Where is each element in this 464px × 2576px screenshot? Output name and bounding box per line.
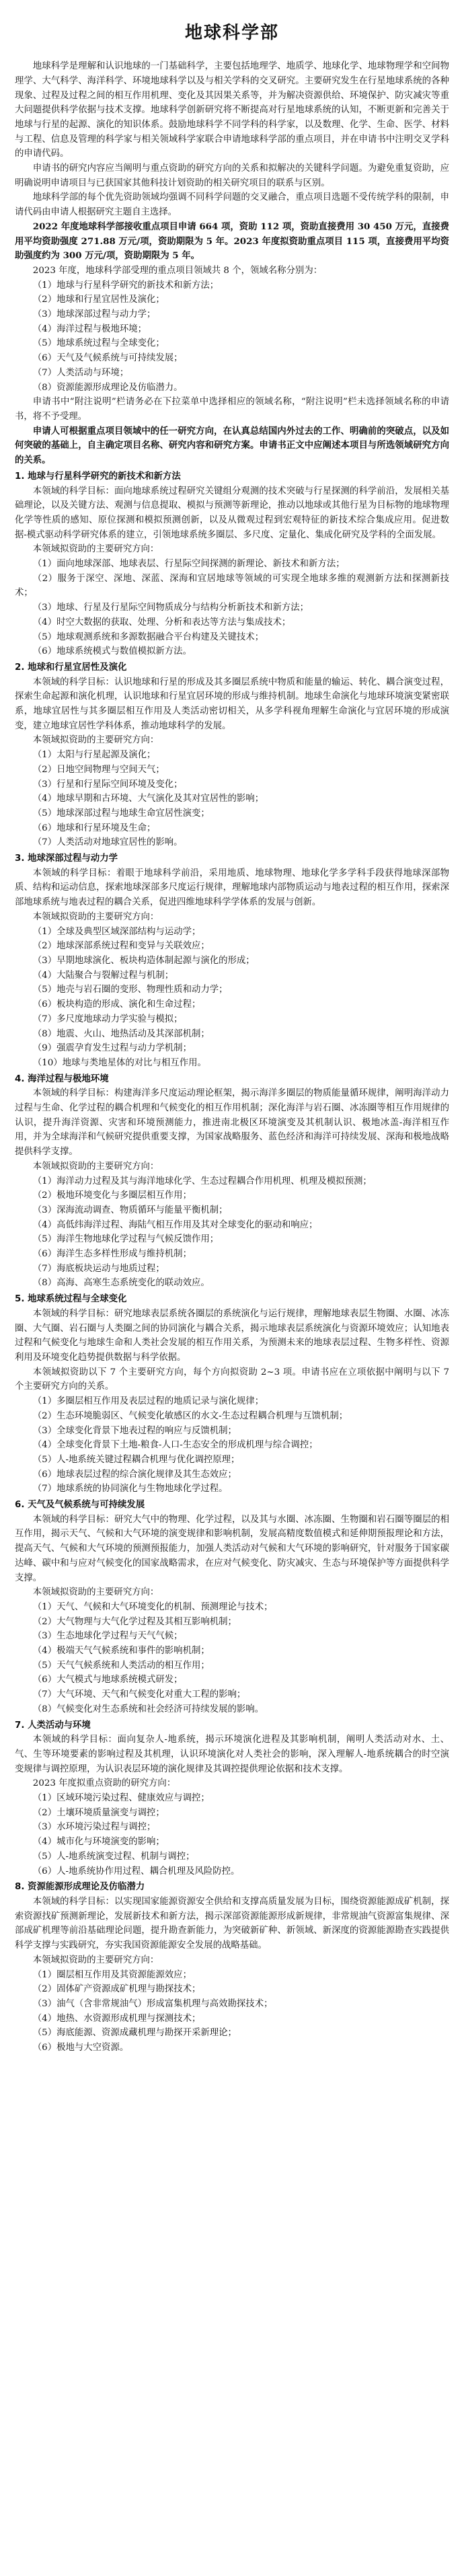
list-item: （2）固体矿产资源成矿机理与勘探技术； bbox=[32, 1984, 201, 1995]
list-item: （6）极地与大空资源。 bbox=[32, 2043, 129, 2053]
list-item: （3）全球变化背景下地表过程的响应与反馈机制； bbox=[32, 1425, 237, 1436]
body-paragraph: 本领域的科学目标：构建海洋多尺度运动理论框架，揭示海洋多圈层的物质能量循环规律，阐明海洋动力过程与生命、化学过程的耦合机理和气候变化的相互作用机制；深化海洋与岩石圈、冰冻圈等相互作用规律的认识，提升海洋资源、灾害和环境预测能力，推进南北极区环境演变及其机制认识、极地冰盖-海洋相互作用，并为全球海洋和气候研究提供重要支撑，为国家战略服务、蓝色经济和海洋可持续发展、深海和极地战略提供科学支撑。 bbox=[15, 1088, 449, 1158]
list-item: （2）极地环境变化与多圈层相互作用； bbox=[32, 1190, 192, 1201]
list-item: （6）天气及气候系统与可持续发展； bbox=[32, 353, 183, 364]
list-item: （1）圈层相互作用及其资源能源效应； bbox=[32, 1969, 192, 1980]
body-paragraph: 地球科学部的每个优先资助领域均强调不同科学问题的交叉融合，重点项目选题不受传统学科的限制，申请代码由申请人根据研究主题自主选择。 bbox=[15, 192, 449, 218]
list-item: （5）人-地系统关键过程耦合机理与优化调控原理； bbox=[32, 1454, 240, 1465]
body-paragraph: 本领域拟资助的主要研究方向： bbox=[32, 544, 159, 555]
list-item: （5）地球深部过程与地球生命宜居性演变； bbox=[32, 808, 210, 819]
list-item: （1）海洋动力过程及其与海洋地球化学、生态过程耦合作用机理、机理及模拟预测； bbox=[32, 1176, 372, 1186]
list-item: （5）海底能源、资源成藏机理与勘探开采新理论； bbox=[32, 2028, 237, 2039]
body-paragraph: 2023 年度，地球科学部受理的重点项目领域共 8 个，领域名称分别为： bbox=[32, 265, 323, 276]
list-item: （5）地球观测系统和多源数据融合平台构建及关键技术； bbox=[32, 632, 264, 642]
list-item: （7）人类活动与环境； bbox=[32, 367, 129, 378]
list-item: （3）油气（含非常规油气）形成富集机理与高效勘探技术； bbox=[32, 1998, 273, 2009]
section-heading: 1. 地球与行星科学研究的新技术和新方法 bbox=[15, 471, 181, 482]
list-item: （7）海底板块运动与地质过程； bbox=[32, 1263, 165, 1274]
list-item: （1）面向地球深部、地球表层、行星际空间探测的新理论、新技术和新方法； bbox=[32, 559, 345, 570]
body-paragraph: 本领域拟资助的主要研究方向： bbox=[32, 1161, 159, 1172]
list-item: （1）太阳与行星起源及演化； bbox=[32, 750, 156, 761]
list-item: （4）高低纬海洋过程、海陆气相互作用及其对全球变化的驱动和响应； bbox=[32, 1219, 318, 1230]
list-item: （8）地震、火山、地热活动及其深部机制； bbox=[32, 1028, 210, 1039]
list-item: （1）地球与行星科学研究的新技术和新方法； bbox=[32, 280, 219, 291]
list-item: （3）生态地球化学过程与天气气候； bbox=[32, 1631, 183, 1642]
list-item: （2）地球深部系统过程和变异与关联效应； bbox=[32, 941, 210, 952]
list-item: （3）早期地球演化、板块构造体制起源与演化的形成； bbox=[32, 956, 255, 966]
list-item: （5）地球系统过程与全球变化； bbox=[32, 338, 165, 349]
body-paragraph: 2023 年度拟重点资助的研究方向： bbox=[32, 1778, 176, 1789]
list-item: （4）地热、水资源形成机理与探测技术； bbox=[32, 2013, 201, 2024]
body-paragraph: 本领域的科学目标：面向地球系统过程研究关键组分观测的技术突破与行星探测的科学前沿，发展相关基础理论，以及关键方法、观测与信息提取、模拟与预测等新理论，推动以地球或其他行星为目标物的地球物理化学等性质的感知、原位探测和模拟预测创新，以及从微观过程到宏观特征的新技术综合集成应用。促进数据-模式驱动科学研究体系的建立，引领地球系统多圈层、多尺度、定量化、集成化研究及学科的全面发展。 bbox=[15, 486, 449, 540]
body-paragraph: 申请书的研究内容应当阐明与重点资助的研究方向的关系和拟解决的关键科学问题。为避免重复资助，应明确说明申请项目与已获国家其他科技计划资助的相关研究项目的联系与区别。 bbox=[15, 163, 449, 188]
body-paragraph: 本领域拟资助的主要研究方向： bbox=[32, 1955, 159, 1965]
bold-paragraph: 2022 年度地球科学部接收重点项目申请 664 项，资助 112 项，资助直接费用 30 450 万元，直接费用平均资助强度 271.88 万元/项，资助期限为 5 年。2023 年度拟资助重点项目 115 项，直接费用平均资助强度约为 300 万元/项，资助期限为 5 年。 bbox=[15, 221, 449, 262]
body-paragraph: 本领域拟资助的主要研究方向： bbox=[32, 1587, 159, 1598]
list-item: （2）大气物理与大气化学过程及其相互影响机制； bbox=[32, 1616, 237, 1627]
body-paragraph: 本领域的科学目标：着眼于地球科学前沿，采用地质、地球物理、地球化学多学科手段获得地球深部物质、结构和运动信息，探索地球深部多尺度运行规律，理解地球内部物质运动与地表过程的相互作用，探索深部地球系统与地表过程的耦合关系，促进四维地球科学学体系的发展与创新。 bbox=[15, 868, 449, 908]
list-item: （6）地球表层过程的综合演化规律及其生态效应； bbox=[32, 1469, 237, 1480]
body-paragraph: 本领域拟资助以下 7 个主要研究方向，每个方向拟资助 2~3 项。申请书应在立项依据中阐明与以下 7 个主要研究方向的关系。 bbox=[15, 1367, 449, 1392]
document-body bbox=[15, 59, 449, 2055]
list-item: （6）地球系统模式与数值模拟新方法。 bbox=[32, 646, 192, 657]
list-item: （7）多尺度地球动力学实验与模拟； bbox=[32, 1014, 183, 1024]
section-heading: 2. 地球和行星宜居性及演化 bbox=[15, 662, 127, 673]
list-item: （6）大气模式与地球系统模式研发； bbox=[32, 1675, 183, 1685]
list-item: （10）地球与类地星体的对比与相互作用。 bbox=[32, 1057, 206, 1068]
list-item: （4）全球变化背景下土地-粮食-人口-生态安全的形成机理与综合调控； bbox=[32, 1440, 318, 1451]
list-item: （3）地球、行星及行星际空间物质成分与结构分析新技术和新方法； bbox=[32, 603, 309, 613]
section-heading: 4. 海洋过程与极地环境 bbox=[15, 1073, 109, 1084]
list-item: （4）极端天气气候系统和事件的影响机制； bbox=[32, 1646, 210, 1657]
list-item: （8）高海、高寒生态系统变化的联动效应。 bbox=[32, 1278, 210, 1289]
body-paragraph: 本领域的科学目标：认识地球和行星的形成及其多圈层系统中物质和能量的输运、转化、耦合演变过程，探索生命起源和演化机理，认识地球和行星宜居环境的形成与维持机制。地球生命演化与地球环境演变紧密联系，地球宜居性与其多圈层相互作用及人类活动密切相关，从多学科视角理解生命演化与宜居环境的形成演变，建立地球宜居性学科体系，推动地球科学的发展。 bbox=[15, 677, 449, 731]
list-item: （7）地球系统的协同演化与生物地球化学过程。 bbox=[32, 1484, 228, 1494]
list-item: （9）强震孕育发生过程与动力学机制； bbox=[32, 1043, 192, 1054]
list-item: （5）人-地系统演变过程、机制与调控； bbox=[32, 1851, 195, 1862]
list-item: （4）大陆聚合与裂解过程与机制； bbox=[32, 970, 174, 981]
list-item: （8）气候变化对生态系统和社会经济可持续发展的影响。 bbox=[32, 1704, 264, 1714]
list-item: （1）多圈层相互作用及表层过程的地质记录与演化规律； bbox=[32, 1396, 264, 1407]
list-item: （4）时空大数据的获取、处理、分析和表达等方法与集成技术； bbox=[32, 617, 291, 628]
list-item: （4）城市化与环境演变的影响； bbox=[32, 1837, 165, 1848]
body-paragraph: 本领域拟资助的主要研究方向： bbox=[32, 735, 159, 746]
body-paragraph: 地球科学是理解和认识地球的一门基础科学，主要包括地理学、地质学、地球化学、地球物理学和空间物理学、大气科学、海洋科学、环境地球科学以及与相关学科的交叉研究。主要研究发生在行星地球系统的各种现象、过程及过程之间的相互作用机理、变化及其因果关系等，并为解决资源供给、环境保护、防灾减灾等重大问题提供科学依据与技术支撑。地球科学创新研究将不断提高对行星地球系统的认知，不断更新和完善关于地球与行星的起源、演化的知识体系。鼓励地球科学不同学科的科学家，以及数理、化学、生命、医学、材料与工程、信息及管理的科学家与相关领域科学家联合申请地球科学部的重点项目，并在申请书中注明交叉学科的申请代码。 bbox=[15, 61, 449, 159]
list-item: （6）人-地系统协作用过程、耦合机理及风险防控。 bbox=[32, 1866, 240, 1877]
body-paragraph: 本领域的科学目标：以实现国家能源资源安全供给和支撑高质量发展为目标，围绕资源能源成矿机制，探索资源找矿预测新理论，发展新技术和新方法，揭示深部资源能源形成新规律，非常规油气资源富集规律、深部成矿机理等前沿基础理论问题，提升勘查新能力，为突破新矿种、新领域、新深度的资源能源勘查实践提供科学支撑与实践研究，夯实我国资源能源安全发展的战略基础。 bbox=[15, 1897, 449, 1951]
list-item: （3）水环境污染过程与调控； bbox=[32, 1822, 156, 1833]
body-paragraph: 本领域拟资助的主要研究方向： bbox=[32, 911, 159, 922]
section-heading: 7. 人类活动与环境 bbox=[15, 1720, 91, 1731]
list-item: （2）土壤环境质量演变与调控； bbox=[32, 1807, 165, 1818]
list-item: （3）地球深部过程与动力学； bbox=[32, 309, 156, 320]
list-item: （4）地球早期和古环境、大气演化及其对宜居性的影响； bbox=[32, 794, 264, 804]
body-paragraph: 本领域的科学目标：面向复杂人-地系统，揭示环境演化进程及其影响机制，阐明人类活动对水、土、气、生等环境要素的影响过程及其机理，认识环境演化对人类社会的影响，深入理解人-地系统耦合的时空演变规律与调控原理，为认识表层环境的演化规律及其调控提供理论依据和技术支撑。 bbox=[15, 1735, 449, 1774]
list-item: （2）生态环境脆弱区、气候变化敏感区的水文-生态过程耦合机理与互馈机制； bbox=[32, 1410, 348, 1421]
list-item: （5）天气气候系统和人类活动的相互作用； bbox=[32, 1660, 210, 1671]
list-item: （3）深海流动调查、物质循环与能量平衡机制； bbox=[32, 1205, 228, 1215]
list-item: （5）地壳与岩石圈的变形、物理性质和动力学； bbox=[32, 985, 228, 995]
body-paragraph: 本领域的科学目标：研究地球表层系统各圈层的系统演化与运行规律，理解地球表层生物圈、水圈、冰冻圈、大气圈、岩石圈与人类圈之间的协同演化与耦合关系，揭示地球表层系统演化与资源环境效应；认知地表过程和气候变化与地球生命和人类社会发展的相互作用关系，为预测未来的地球表层过程、生物多样性、资源利用及环境变化趋势提供数据与科学依据。 bbox=[15, 1308, 449, 1363]
list-item: （4）海洋过程与极地环境； bbox=[32, 324, 147, 334]
list-item: （2）地球和行星宜居性及演化； bbox=[32, 295, 165, 305]
list-item: （1）全球及典型区域深部结构与运动学； bbox=[32, 926, 201, 937]
list-item: （2）服务于深空、深地、深蓝、深海和宜居地球等领域的可实现全地球多维的观测新方法和探测新技术； bbox=[15, 573, 449, 599]
list-item: （2）日地空间物理与空间天气； bbox=[32, 764, 165, 775]
list-item: （1）天气、气候和大气环境变化的机制、预测理论与技术； bbox=[32, 1601, 273, 1612]
list-item: （1）区域环境污染过程、健康效应与调控； bbox=[32, 1793, 210, 1804]
section-heading: 3. 地球深部过程与动力学 bbox=[15, 854, 118, 864]
page-title: 地球科学部 bbox=[184, 23, 279, 43]
list-item: （8）资源能源形成理论及仿临潜力。 bbox=[32, 382, 183, 393]
section-heading: 8. 资源能源形成理论及仿临潜力 bbox=[15, 1882, 145, 1893]
list-item: （7）人类活动对地球宜居性的影响。 bbox=[32, 837, 183, 848]
list-item: （5）海洋生物地球化学过程与气候反馈作用； bbox=[32, 1234, 219, 1245]
body-paragraph: 本领域的科学目标：研究大气中的物理、化学过程，以及其与水圈、冰冻圈、生物圈和岩石圈等圈层的相互作用，揭示天气、气候和大气环境的演变规律和影响机制，发展高精度数值模式和延伸期预报理论和方法，提高天气、气候和大气环境的预测预报能力，加强人类活动对气候和大气环境的影响研究，针对服务于国家碳达峰、碳中和与应对气候变化的国家战略需求，在应对气候变化、防灾减灾、生态与环境保护等方面提供科学支撑。 bbox=[15, 1514, 449, 1583]
bold-paragraph: 申请人可根据重点项目领域中的任一研究方向，在认真总结国内外过去的工作、明确前的突破点，以及如何突破的基础上，自主确定项目名称、研究内容和研究方案。申请书正文中应阐述本项目与所选领域研究方向的关系。 bbox=[15, 425, 449, 466]
list-item: （6）海洋生态多样性形成与维持机制； bbox=[32, 1249, 192, 1260]
list-item: （6）地球和行星环境及生命； bbox=[32, 823, 156, 833]
list-item: （6）板块构造的形成、演化和生命过程； bbox=[32, 999, 201, 1010]
section-heading: 6. 天气及气候系统与可持续发展 bbox=[15, 1500, 145, 1511]
body-paragraph: 申请书中“附注说明”栏请务必在下拉菜单中选择相应的领域名称，“附注说明”栏未选择领域名称的申请书，将不予受理。 bbox=[15, 397, 449, 422]
list-item: （7）大气环境、天气和气候变化对重大工程的影响； bbox=[32, 1690, 246, 1700]
section-heading: 5. 地球系统过程与全球变化 bbox=[15, 1294, 127, 1305]
list-item: （3）行星和行星际空间环境及变化； bbox=[32, 779, 183, 790]
